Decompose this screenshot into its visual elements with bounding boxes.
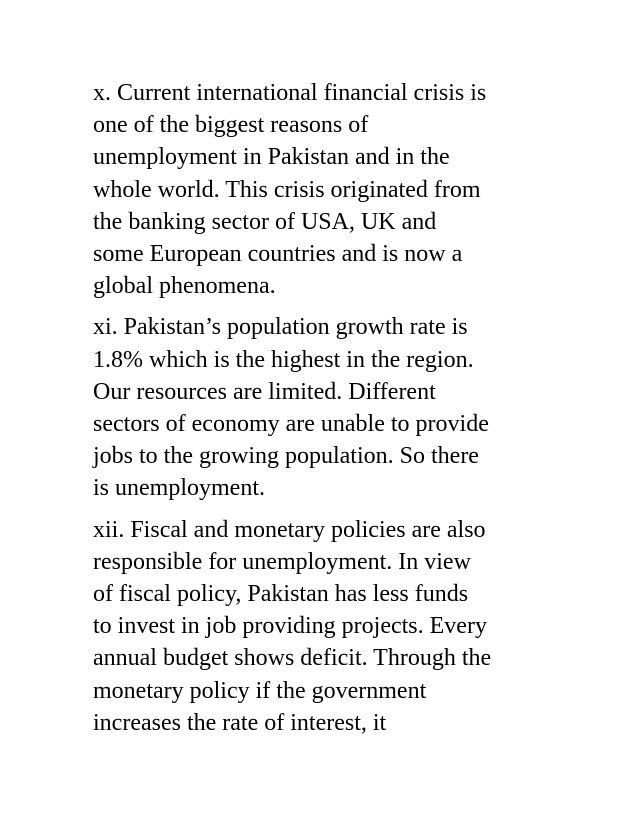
text-line: jobs to the growing population. So there bbox=[93, 443, 479, 470]
text-line: increases the rate of interest, it bbox=[93, 709, 387, 736]
paragraph-xi bbox=[93, 311, 563, 504]
text-line: global phenomena. bbox=[93, 273, 276, 300]
text-line: Our resources are limited. Different bbox=[93, 378, 436, 405]
text-line: unemployment in Pakistan and in the bbox=[93, 144, 450, 171]
text-line: some European countries and is now a bbox=[93, 241, 463, 268]
text-line: the banking sector of USA, UK and bbox=[93, 208, 437, 235]
paragraph-xii bbox=[93, 514, 563, 739]
paragraph-x bbox=[93, 77, 563, 302]
text-line: 1.8% which is the highest in the region. bbox=[93, 346, 474, 373]
text-line: to invest in job providing projects. Every bbox=[93, 613, 487, 640]
document-body bbox=[93, 77, 563, 748]
text-line: responsible for unemployment. In view bbox=[93, 548, 471, 575]
text-line: of fiscal policy, Pakistan has less funds bbox=[93, 581, 469, 608]
text-line: is unemployment. bbox=[93, 475, 265, 502]
text-line: whole world. This crisis originated from bbox=[93, 176, 481, 203]
text-line: xii. Fiscal and monetary policies are also bbox=[93, 516, 486, 543]
text-line: one of the biggest reasons of bbox=[93, 112, 369, 139]
text-line: annual budget shows deficit. Through the bbox=[93, 645, 492, 672]
text-line: xi. Pakistan’s population growth rate is bbox=[93, 314, 468, 341]
text-line: x. Current international financial crisis is bbox=[93, 80, 487, 106]
text-line: monetary policy if the government bbox=[93, 677, 427, 704]
text-line: sectors of economy are unable to provide bbox=[93, 411, 489, 438]
